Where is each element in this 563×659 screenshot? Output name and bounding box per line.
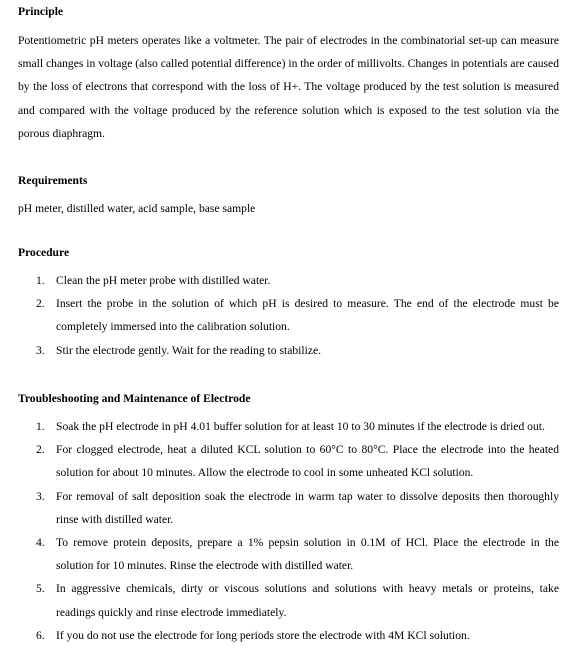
list-item-text: For removal of salt deposition soak the electrode in warm tap water to dissolve deposits then thoroughly rinse with distilled water. xyxy=(56,489,559,526)
list-item-text: Clean the pH meter probe with distilled water. xyxy=(56,274,271,287)
list-number: 2. xyxy=(36,443,45,457)
list-number: 2. xyxy=(36,297,45,311)
list-item-text: In aggressive chemicals, dirty or viscous solutions and solutions with heavy metals or proteins, take readings quickly and rinse electrode immediately. xyxy=(56,582,559,619)
troubleshooting-heading: Troubleshooting and Maintenance of Electrode xyxy=(18,392,251,405)
list-number: 3. xyxy=(36,489,45,503)
procedure-heading: Procedure xyxy=(18,246,70,259)
list-number: 5. xyxy=(36,582,45,596)
list-item-text: Insert the probe in the solution of which pH is desired to measure. The end of the electrode must be completely immersed into the calibration solution. xyxy=(56,297,559,334)
list-item xyxy=(18,485,559,531)
requirements-heading: Requirements xyxy=(18,174,88,187)
principle-paragraph: Potentiometric pH meters operates like a voltmeter. The pair of electrodes in the combinatorial set-up can measure small changes in voltage (also called potential difference) in the order of millivolts. Changes in potentials are caused by the loss of electrons that correspond with the loss of H+. The voltage produced by the test solution is measured and compared with the voltage produced by the reference solution which is exposed to the test solution via the porous diaphragm. xyxy=(18,34,559,140)
list-item xyxy=(18,531,559,577)
list-number: 1. xyxy=(36,420,45,433)
principle-heading: Principle xyxy=(18,5,64,18)
list-item-text: Soak the pH electrode in pH 4.01 buffer solution for at least 10 to 30 minutes if the electrode is dried out. xyxy=(56,420,545,433)
troubleshooting-list xyxy=(18,415,559,647)
list-item xyxy=(18,438,559,484)
list-item-text: For clogged electrode, heat a diluted KCL solution to 60°C to 80°C. Place the electrode into the heated solution for about 10 minutes. Allow the electrode to cool in some unheated KCl solution. xyxy=(56,443,559,480)
list-item xyxy=(18,269,559,292)
list-item xyxy=(18,292,559,338)
list-item xyxy=(18,339,559,362)
list-number: 3. xyxy=(36,343,45,357)
procedure-list xyxy=(18,269,559,362)
list-item-text: Stir the electrode gently. Wait for the reading to stabilize. xyxy=(56,343,321,357)
list-number: 6. xyxy=(36,628,45,642)
list-item-text: If you do not use the electrode for long periods store the electrode with 4M KCl solution. xyxy=(56,628,470,642)
list-number: 4. xyxy=(36,536,45,550)
list-item xyxy=(18,415,559,438)
list-number: 1. xyxy=(36,274,45,287)
list-item-text: To remove protein deposits, prepare a 1% pepsin solution in 0.1M of HCl. Place the electrode in the solution for 10 minutes. Rinse the electrode with distilled water. xyxy=(56,536,559,573)
list-item xyxy=(18,624,559,647)
requirements-text: pH meter, distilled water, acid sample, base sample xyxy=(18,202,256,215)
list-item xyxy=(18,577,559,623)
